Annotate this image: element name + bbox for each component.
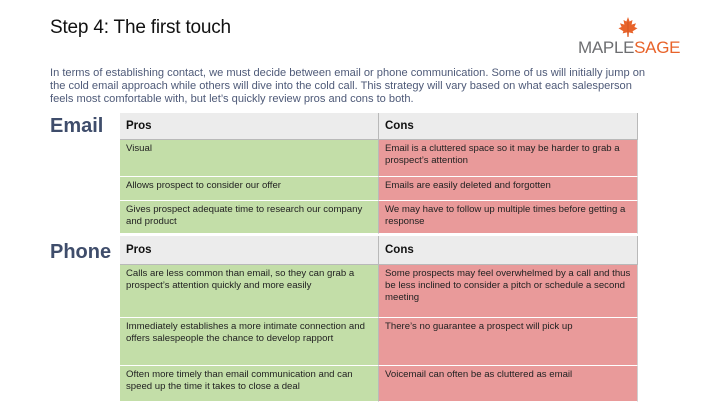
table-row	[120, 318, 638, 366]
pro-cell: Visual	[120, 140, 379, 177]
table-row	[120, 366, 638, 402]
table-row	[120, 201, 638, 234]
con-cell: Voicemail can often be as cluttered as email	[379, 366, 638, 402]
cons-header: Cons	[379, 113, 638, 140]
email-pros-cons-table	[120, 113, 638, 234]
logo-wordmark	[578, 38, 681, 58]
phone-section-label: Phone	[50, 241, 112, 263]
con-cell: Some prospects may feel overwhelmed by a call and thus be less inclined to consider a pitch or schedule a second meeting	[379, 265, 638, 318]
pros-header: Pros	[120, 113, 379, 140]
pro-cell: Gives prospect adequate time to research our company and product	[120, 201, 379, 234]
con-cell: Email is a cluttered space so it may be harder to grab a prospect’s attention	[379, 140, 638, 177]
cons-header: Cons	[379, 236, 638, 265]
pros-header: Pros	[120, 236, 379, 265]
maple-leaf-icon	[617, 16, 639, 38]
maplesage-logo	[578, 16, 681, 60]
con-cell: We may have to follow up multiple times before getting a response	[379, 201, 638, 234]
intro-paragraph: In terms of establishing contact, we must decide between email or phone communication. Some of us will initially jump on the cold email approach while others will dive into the cold call. This strategy will vary based on what each salesperson feels most comfortable with, but let’s quickly review pros and cons to both.	[50, 67, 646, 105]
slide-title: Step 4: The first touch	[50, 17, 231, 38]
phone-pros-cons-table	[120, 236, 638, 402]
table-header-row	[120, 113, 638, 140]
pro-cell: Often more timely than email communication and can speed up the time it takes to close a deal	[120, 366, 379, 402]
table-row	[120, 177, 638, 201]
table-row	[120, 140, 638, 177]
logo-text-sage: SAGE	[634, 38, 681, 57]
email-section-label: Email	[50, 115, 104, 137]
con-cell: There’s no guarantee a prospect will pick up	[379, 318, 638, 366]
con-cell: Emails are easily deleted and forgotten	[379, 177, 638, 201]
table-row	[120, 265, 638, 318]
table-header-row	[120, 236, 638, 265]
pro-cell: Calls are less common than email, so they can grab a prospect’s attention quickly and more easily	[120, 265, 379, 318]
logo-text-maple: MAPLE	[578, 38, 635, 57]
pro-cell: Immediately establishes a more intimate connection and offers salespeople the chance to develop rapport	[120, 318, 379, 366]
pro-cell: Allows prospect to consider our offer	[120, 177, 379, 201]
